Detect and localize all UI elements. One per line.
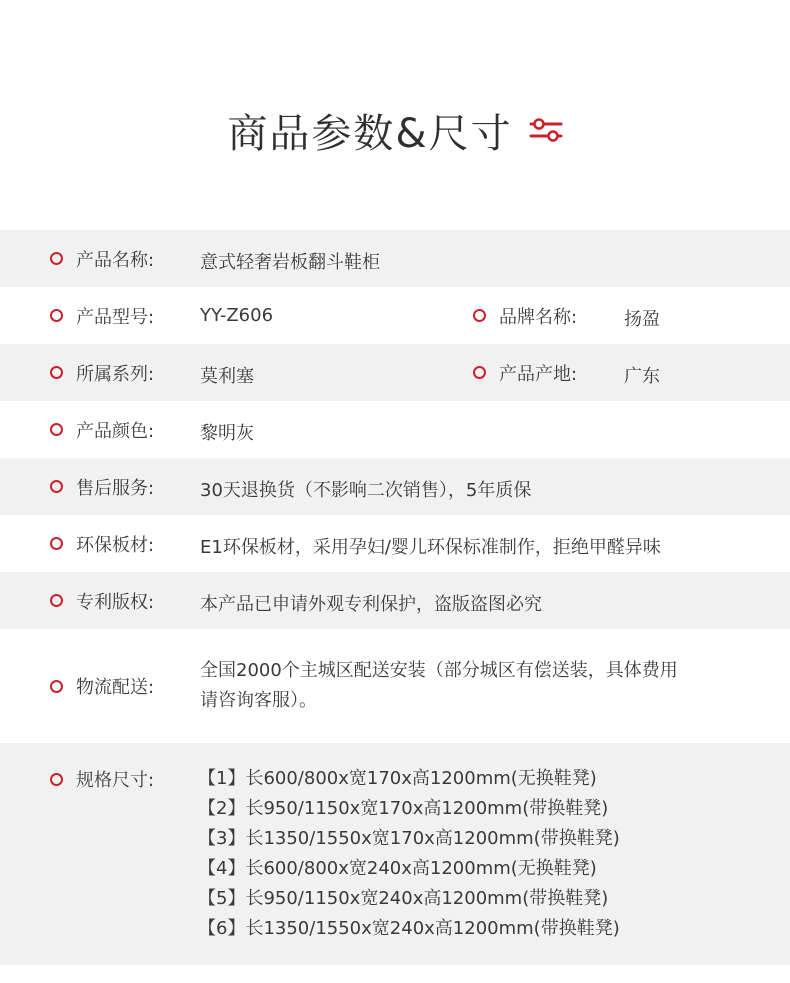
param-row-color xyxy=(0,401,790,458)
param-row-name xyxy=(0,230,790,287)
shipping-line-1: 全国2000个主城区配送安装（部分城区有偿送装，具体费用 xyxy=(200,660,678,681)
bullet-icon xyxy=(50,423,63,436)
param-value: 扬盈 xyxy=(624,309,660,330)
size-spec-list xyxy=(198,764,620,944)
param-row-model xyxy=(0,287,790,344)
param-value: 莫利塞 xyxy=(200,366,254,387)
param-value: 广东 xyxy=(624,366,660,387)
bullet-icon xyxy=(50,773,63,786)
size-spec-item: 【2】长950/1150x宽170x高1200mm(带换鞋凳) xyxy=(198,798,609,819)
param-value: 意式轻奢岩板翻斗鞋柜 xyxy=(200,252,380,273)
param-value: 30天退换货（不影响二次销售），5年质保 xyxy=(200,480,532,501)
bullet-icon xyxy=(50,480,63,493)
bullet-icon xyxy=(50,537,63,550)
param-row-patent xyxy=(0,572,790,629)
size-spec-item: 【6】长1350/1550x宽240x高1200mm(带换鞋凳) xyxy=(198,918,620,939)
param-value xyxy=(200,656,678,716)
param-label: 物流配送: xyxy=(76,677,155,698)
bullet-icon xyxy=(50,309,63,322)
param-label: 所属系列: xyxy=(76,363,155,385)
param-label: 产品名称: xyxy=(76,249,155,271)
param-row-service xyxy=(0,458,790,515)
bullet-icon xyxy=(50,594,63,607)
bullet-icon xyxy=(50,366,63,379)
size-spec-item: 【4】长600/800x宽240x高1200mm(无换鞋凳) xyxy=(198,858,597,879)
bullet-icon xyxy=(473,309,486,322)
param-label: 产品型号: xyxy=(76,306,155,328)
param-value: 黎明灰 xyxy=(200,423,254,444)
section-title: 商品参数&尺寸 xyxy=(227,110,513,157)
param-row-series xyxy=(0,344,790,401)
section-header xyxy=(0,100,790,160)
param-value: YY-Z606 xyxy=(200,305,274,326)
param-label: 环保板材: xyxy=(76,534,155,556)
param-value: 本产品已申请外观专利保护，盗版盗图必究 xyxy=(200,594,542,615)
param-label: 产品产地: xyxy=(499,363,578,385)
size-spec-item: 【1】长600/800x宽170x高1200mm(无换鞋凳) xyxy=(198,768,597,789)
param-label: 规格尺寸: xyxy=(76,770,155,791)
size-spec-item: 【3】长1350/1550x宽170x高1200mm(带换鞋凳) xyxy=(198,828,620,849)
bullet-icon xyxy=(50,680,63,693)
sliders-icon xyxy=(529,115,563,145)
param-value: E1环保板材，采用孕妇/婴儿环保标准制作，拒绝甲醛异味 xyxy=(200,537,661,558)
param-row-shipping xyxy=(0,629,790,743)
param-label: 售后服务: xyxy=(76,477,155,499)
param-row-size xyxy=(0,743,790,965)
shipping-line-2: 请咨询客服）。 xyxy=(200,690,317,711)
param-label: 品牌名称: xyxy=(499,306,578,328)
bullet-icon xyxy=(473,366,486,379)
param-row-material xyxy=(0,515,790,572)
size-spec-item: 【5】长950/1150x宽240x高1200mm(带换鞋凳) xyxy=(198,888,609,909)
bullet-icon xyxy=(50,252,63,265)
param-label: 产品颜色: xyxy=(76,420,155,442)
param-label: 专利版权: xyxy=(76,591,155,613)
